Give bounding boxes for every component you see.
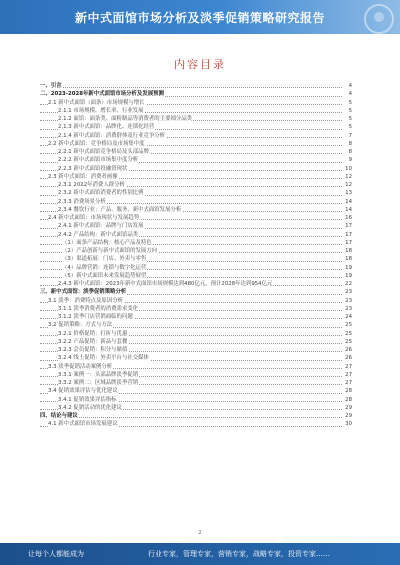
- toc-entry[interactable]: [40, 255, 352, 263]
- toc-entry[interactable]: [40, 247, 352, 255]
- toc-heading: 内容目录: [174, 58, 226, 71]
- toc-entry[interactable]: [40, 107, 352, 115]
- toc-entry[interactable]: [40, 280, 352, 288]
- toc-entry[interactable]: [40, 272, 352, 280]
- toc-entry-page: 28: [345, 396, 352, 403]
- footer-slogan: 让每个人都能成为: [28, 550, 84, 558]
- toc-entry-page: 24: [345, 314, 352, 320]
- toc-entry[interactable]: [40, 82, 352, 90]
- toc-entry-text: 3.4 促销效果评估与优化建议: [48, 388, 118, 395]
- toc-entry-text: 2.2.2 新中式面馆市场集中度分析: [58, 157, 139, 164]
- toc-entry[interactable]: [40, 371, 352, 379]
- toc-entry-page: 23: [345, 289, 352, 296]
- toc-entry-text: 3.2.2 产品促销：新品与套餐: [58, 338, 128, 345]
- toc-entry-text: （3）渠道拓展：门店、外卖与零售: [62, 256, 147, 263]
- toc-entry-text: 2.3.1 2022年消费人群分析: [58, 182, 125, 188]
- toc-entry-text: （2）产品创新与新中式面馆的发展方向: [62, 248, 158, 254]
- toc-entry-page: 28: [345, 388, 352, 395]
- toc-entry-text: （5）新中式面馆未来发展趋势展望: [62, 272, 147, 279]
- toc-entry[interactable]: [40, 181, 352, 189]
- toc-entry-page: 30: [345, 421, 352, 428]
- toc-entry-page: 16: [345, 215, 352, 221]
- toc-entry[interactable]: [40, 297, 352, 305]
- toc-entry-text: 3.2 促销策略：方式与方法: [48, 322, 113, 329]
- toc-entry[interactable]: [40, 140, 352, 148]
- toc-entry[interactable]: [40, 123, 352, 131]
- toc-entry-page: 10: [345, 165, 352, 172]
- toc-entry-text: 一、引言: [40, 83, 62, 89]
- toc-entry-text: 二、2023-2028年新中式面馆市场分析及发展预测: [40, 91, 164, 98]
- toc-entry-page: 19: [345, 272, 352, 279]
- toc-entry-text: 3.1.1 淡季消费者的消费需求变化: [58, 305, 139, 312]
- toc-entry[interactable]: [40, 354, 352, 362]
- toc-entry-page: 17: [345, 223, 352, 230]
- toc-entry[interactable]: [40, 379, 352, 387]
- toc-entry-page: 13: [345, 190, 352, 197]
- toc-entry[interactable]: [40, 363, 352, 371]
- toc-entry-text: （1）面条产品结构：核心产品及特色: [62, 239, 152, 246]
- toc-entry-text: 四、结论与建议: [40, 413, 78, 419]
- toc-entry-text: 三、新中式面馆：淡季促销策略分析: [40, 289, 127, 296]
- toc-entry[interactable]: [40, 173, 352, 181]
- toc-entry-page: 27: [345, 363, 352, 370]
- toc-entry-page: 23: [345, 297, 352, 304]
- toc-entry-page: 8: [348, 149, 352, 155]
- toc-entry-text: 2.1 新中式面馆（面条）市场规模与增长: [48, 99, 145, 106]
- toc-entry[interactable]: [40, 330, 352, 338]
- toc-entry-text: 2.3.4 餐饮行业：产品、服务、新中式面馆发展分析: [58, 206, 182, 213]
- toc-entry-text: 2.3 新中式面馆：消费者画像: [48, 173, 118, 180]
- toc-entry-page: 22: [345, 281, 352, 287]
- toc-entry[interactable]: [40, 321, 352, 329]
- toc-entry-text: 2.4.1 新中式面馆：品牌与门店发展: [58, 223, 144, 230]
- toc-entry-page: 5: [348, 116, 352, 122]
- toc-entry[interactable]: [40, 338, 352, 346]
- toc-entry[interactable]: [40, 132, 352, 140]
- toc-entry[interactable]: [40, 90, 352, 98]
- toc-entry[interactable]: [40, 198, 352, 206]
- toc-entry-text: 2.3.2 新中式面馆消费者的性别比例: [58, 190, 144, 197]
- toc-entry[interactable]: [40, 156, 352, 164]
- toc-entry-text: 2.4.2 产品结构：新中式面馆品类: [58, 231, 139, 238]
- toc-entry-page: 4: [348, 91, 352, 98]
- toc-entry-page: 26: [345, 347, 352, 353]
- toc-entry[interactable]: [40, 346, 352, 354]
- toc-entry-text: 2.3.3 消费场景分析: [58, 198, 106, 205]
- toc-entry-text: 2.2 新中式面馆：竞争格局及市场集中度: [48, 140, 145, 147]
- toc-entry[interactable]: [40, 412, 352, 420]
- toc-leader-dots: [40, 417, 342, 418]
- toc-entry-page: 27: [345, 380, 352, 386]
- toc-entry[interactable]: [40, 165, 352, 173]
- toc-entry-text: 2.1.4 新中式面馆：消费群体及行业竞争分析: [58, 132, 166, 139]
- toc-entry-text: 3.1.2 淡季门店营销面临的问题: [58, 314, 133, 320]
- footer-banner: [0, 543, 400, 565]
- toc-entry-page: 17: [345, 239, 352, 246]
- report-header-banner: [0, 0, 400, 34]
- toc-entry[interactable]: [40, 206, 352, 214]
- toc-entry-page: 26: [345, 355, 352, 362]
- toc-entry-text: 2.2.3 新中式面馆投融资现状: [58, 165, 128, 172]
- toc-entry[interactable]: [40, 214, 352, 222]
- toc-entry-text: 3.2.4 线上促销：外卖平台与社交媒体: [58, 355, 149, 362]
- toc-entry[interactable]: [40, 313, 352, 321]
- toc-entry-page: 5: [348, 107, 352, 114]
- toc-entry-page: 14: [345, 206, 352, 213]
- footer-tags: 行业专家，管理专家，营销专家，战略专家，投资专家……: [148, 550, 330, 558]
- toc-entry-text: 3.3.2 案例二：区域品牌淡季营销: [58, 380, 139, 386]
- toc-entry[interactable]: [40, 148, 352, 156]
- toc-entry-text: 3.4.2 促销活动的优化建议: [58, 404, 122, 411]
- toc-entry-page: 12: [345, 173, 352, 180]
- decorative-dot-icon: [374, 12, 384, 22]
- toc-entry[interactable]: [40, 264, 352, 272]
- toc-entry[interactable]: [40, 115, 352, 123]
- toc-entry[interactable]: [40, 239, 352, 247]
- toc-entry-page: 9: [348, 157, 352, 164]
- toc-entry-page: 19: [345, 264, 352, 271]
- toc-entry-text: 2.4 新中式面馆：市场现状与发展趋势: [48, 215, 140, 221]
- toc-entry-text: （4）品牌营销：连锁与数字化运营: [62, 264, 147, 271]
- toc-entry-page: 17: [345, 231, 352, 238]
- toc-entry-page: 7: [348, 132, 352, 139]
- toc-entry-text: 4.1 新中式面馆市场发展建议: [48, 421, 118, 428]
- toc-entry-page: 29: [345, 413, 352, 419]
- toc-entry-text: 2.1.3 新中式面馆：品牌化、连锁化经营: [58, 124, 155, 131]
- toc-entry-text: 3.1 淡季：消费特点及原因分析: [48, 297, 123, 304]
- toc-entry-text: 3.2.1 价格促销：打折与优惠: [58, 330, 128, 337]
- toc-entry[interactable]: [40, 99, 352, 107]
- toc-entry-text: 3.4.1 促销效果评估指标: [58, 396, 117, 403]
- toc-entry-page: 5: [348, 99, 352, 106]
- toc-entry-page: 12: [345, 182, 352, 188]
- toc-entry-page: 5: [348, 124, 352, 131]
- toc-entry-page: 25: [345, 322, 352, 329]
- toc-entry-page: 29: [345, 404, 352, 411]
- toc-entry-page: 25: [345, 330, 352, 337]
- toc-entry-text: 3.3.1 案例一：头部品牌淡季促销: [58, 371, 139, 378]
- toc-entry[interactable]: [40, 404, 352, 412]
- page-number: 2: [198, 530, 202, 536]
- toc-entry-page: 4: [348, 83, 352, 89]
- toc-leader-dots: [40, 87, 342, 88]
- toc-entry-page: 8: [348, 140, 352, 147]
- toc-entry-text: 3.3 淡季促销活动案例分析: [48, 363, 113, 370]
- toc-entry[interactable]: [40, 387, 352, 395]
- toc-entry-page: 18: [345, 256, 352, 263]
- toc-entry-text: 2.4.3 新中式面馆：2023年新中式面馆市场规模达到480亿元，预计2028年达到954亿元: [58, 281, 273, 287]
- toc-entry[interactable]: [40, 288, 352, 296]
- toc-entry-page: 23: [345, 305, 352, 312]
- toc-entry[interactable]: [40, 420, 352, 428]
- toc-entry-page: 14: [345, 198, 352, 205]
- toc-entry[interactable]: [40, 305, 352, 313]
- toc-entry[interactable]: [40, 231, 352, 239]
- toc-entry-text: 2.2.1 新中式面馆竞争格局及头部品牌: [58, 149, 149, 155]
- toc-entry[interactable]: [40, 396, 352, 404]
- toc-entry-text: 2.1.2 面馆：面条类、面粉制品等消费者的主要细分品类: [58, 116, 193, 122]
- toc-entry[interactable]: [40, 189, 352, 197]
- toc-entry-page: 25: [345, 338, 352, 345]
- report-title: 新中式面馆市场分析及淡季促销策略研究报告: [74, 11, 325, 25]
- toc-entry[interactable]: [40, 222, 352, 230]
- toc-entry-page: 18: [345, 248, 352, 254]
- toc-entry-text: 2.1.1 市场规模、增长率、行业发展: [58, 107, 144, 114]
- toc-entry-page: 27: [345, 371, 352, 378]
- toc-entry-text: 3.2.3 会员促销：积分与储值: [58, 347, 128, 353]
- table-of-contents: [40, 82, 352, 429]
